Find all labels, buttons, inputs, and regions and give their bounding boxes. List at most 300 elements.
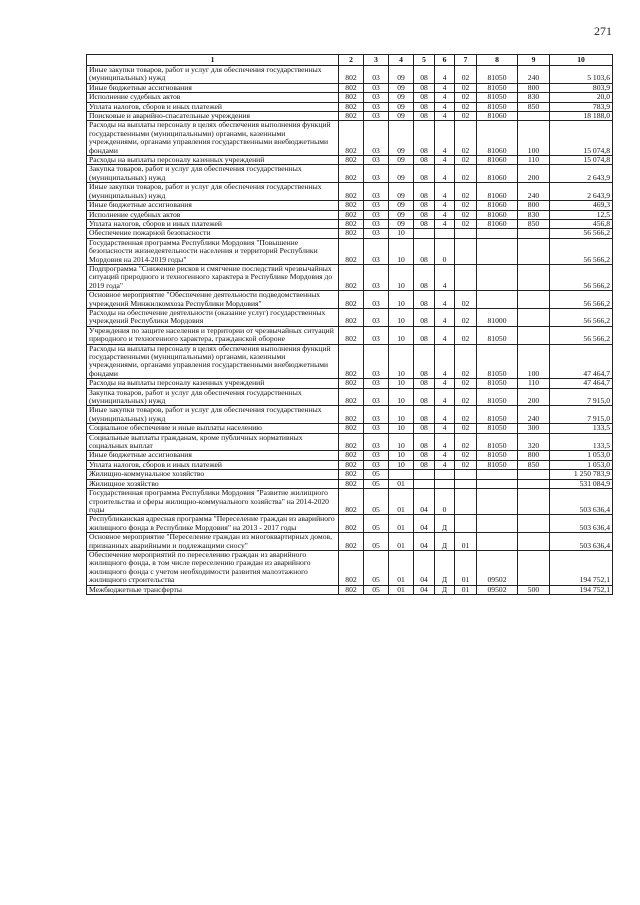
expense-name-cell: Иные закупки товаров, работ и услуг для обеспечения государственных (муниципальных) нужд xyxy=(87,66,339,84)
section-cell: 03 xyxy=(364,291,389,309)
program-cell: 08 xyxy=(414,93,435,102)
subsection-cell: 09 xyxy=(389,156,414,165)
expense-type-cell: 240 xyxy=(518,66,550,84)
expense-name-cell: Подпрограмма "Снижение рисков и смягчение последствий чрезвычайных ситуаций природного и техногенного характера в Республике Мордовия до 2019 года" xyxy=(87,264,339,290)
subsection-cell: 10 xyxy=(389,229,414,238)
activity-cell: 02 xyxy=(455,112,477,121)
direction-cell: 81050 xyxy=(477,433,518,451)
section-cell: 03 xyxy=(364,424,389,433)
subsection-cell: 01 xyxy=(389,489,414,515)
subprogram-cell: 4 xyxy=(435,326,455,344)
expense-name-cell: Исполнение судебных актов xyxy=(87,93,339,102)
amount-cell: 1 053,0 xyxy=(550,460,613,469)
subsection-cell: 09 xyxy=(389,121,414,156)
program-cell: 08 xyxy=(414,165,435,183)
subprogram-cell: 4 xyxy=(435,156,455,165)
direction-cell: 81060 xyxy=(477,183,518,201)
subsection-cell: 09 xyxy=(389,183,414,201)
expense-type-cell: 800 xyxy=(518,83,550,92)
subsection-cell: 10 xyxy=(389,424,414,433)
subsection-cell: 10 xyxy=(389,460,414,469)
expense-name-cell: Поисковые и аварийно-спасательные учреждения xyxy=(87,112,339,121)
subsection-cell: 10 xyxy=(389,388,414,406)
expense-name-cell: Расходы на выплаты персоналу в целях обеспечения выполнения функций государственными (муниципальными) органами, казенными учреждениями, органами управления государственными внебюджетными фондами xyxy=(87,344,339,379)
subsection-cell: 10 xyxy=(389,238,414,264)
section-cell: 03 xyxy=(364,406,389,424)
table-row xyxy=(87,102,613,111)
ministry-code-cell: 802 xyxy=(339,326,364,344)
subsection-cell: 10 xyxy=(389,406,414,424)
ministry-code-cell: 802 xyxy=(339,112,364,121)
column-header: 2 xyxy=(339,55,364,66)
direction-cell: 81050 xyxy=(477,326,518,344)
ministry-code-cell: 802 xyxy=(339,470,364,479)
subsection-cell: 01 xyxy=(389,550,414,585)
budget-table xyxy=(86,54,613,595)
expense-name-cell: Уплата налогов, сборов и иных платежей xyxy=(87,219,339,228)
amount-cell: 15 074,8 xyxy=(550,121,613,156)
subsection-cell: 10 xyxy=(389,344,414,379)
subprogram-cell: 4 xyxy=(435,451,455,460)
amount-cell: 803,9 xyxy=(550,83,613,92)
table-row xyxy=(87,344,613,379)
expense-type-cell: 830 xyxy=(518,210,550,219)
column-header: 3 xyxy=(364,55,389,66)
subprogram-cell: 4 xyxy=(435,83,455,92)
activity-cell: 02 xyxy=(455,83,477,92)
subprogram-cell: 4 xyxy=(435,291,455,309)
expense-type-cell xyxy=(518,326,550,344)
activity-cell: 02 xyxy=(455,344,477,379)
direction-cell: 81060 xyxy=(477,210,518,219)
amount-cell: 56 566,2 xyxy=(550,264,613,290)
activity-cell: 02 xyxy=(455,121,477,156)
subprogram-cell: 4 xyxy=(435,264,455,290)
expense-type-cell: 850 xyxy=(518,219,550,228)
expense-name-cell: Расходы на выплаты персоналу казенных учреждений xyxy=(87,379,339,388)
direction-cell: 81050 xyxy=(477,424,518,433)
expense-type-cell: 830 xyxy=(518,93,550,102)
program-cell: 08 xyxy=(414,112,435,121)
program-cell: 08 xyxy=(414,121,435,156)
activity-cell: 02 xyxy=(455,379,477,388)
expense-name-cell: Исполнение судебных актов xyxy=(87,210,339,219)
expense-name-cell: Иные бюджетные ассигнования xyxy=(87,201,339,210)
ministry-code-cell: 802 xyxy=(339,264,364,290)
expense-name-cell: Расходы на выплаты персоналу в целях обеспечения выполнения функций государственными (муниципальными) органами, казенными учреждениями, органами управления государственными внебюджетными фондами xyxy=(87,121,339,156)
table-row xyxy=(87,585,613,594)
expense-name-cell: Жилищно-коммунальное хозяйство xyxy=(87,470,339,479)
subsection-cell: 10 xyxy=(389,451,414,460)
program-cell: 08 xyxy=(414,344,435,379)
direction-cell xyxy=(477,229,518,238)
amount-cell: 56 566,2 xyxy=(550,308,613,326)
subprogram-cell xyxy=(435,470,455,479)
expense-type-cell: 100 xyxy=(518,344,550,379)
expense-type-cell xyxy=(518,479,550,488)
activity-cell: 02 xyxy=(455,102,477,111)
subprogram-cell: 4 xyxy=(435,460,455,469)
expense-type-cell: 300 xyxy=(518,424,550,433)
expense-name-cell: Социальные выплаты гражданам, кроме публичных нормативных социальных выплат xyxy=(87,433,339,451)
program-cell xyxy=(414,470,435,479)
expense-type-cell xyxy=(518,112,550,121)
expense-type-cell xyxy=(518,229,550,238)
expense-name-cell: Иные бюджетные ассигнования xyxy=(87,83,339,92)
direction-cell: 81060 xyxy=(477,201,518,210)
program-cell: 08 xyxy=(414,451,435,460)
expense-type-cell xyxy=(518,291,550,309)
ministry-code-cell: 802 xyxy=(339,219,364,228)
section-cell: 03 xyxy=(364,165,389,183)
column-header: 1 xyxy=(87,55,339,66)
activity-cell xyxy=(455,264,477,290)
section-cell: 03 xyxy=(364,229,389,238)
subprogram-cell xyxy=(435,479,455,488)
column-header: 7 xyxy=(455,55,477,66)
table-row xyxy=(87,83,613,92)
direction-cell: 81050 xyxy=(477,379,518,388)
ministry-code-cell: 802 xyxy=(339,379,364,388)
table-row xyxy=(87,201,613,210)
subprogram-cell: 0 xyxy=(435,238,455,264)
subprogram-cell: 4 xyxy=(435,424,455,433)
table-row xyxy=(87,533,613,551)
program-cell: 04 xyxy=(414,515,435,533)
activity-cell xyxy=(455,229,477,238)
section-cell: 05 xyxy=(364,470,389,479)
table-row xyxy=(87,451,613,460)
section-cell: 05 xyxy=(364,515,389,533)
ministry-code-cell: 802 xyxy=(339,210,364,219)
subprogram-cell: 4 xyxy=(435,201,455,210)
subprogram-cell: 4 xyxy=(435,121,455,156)
column-header: 9 xyxy=(518,55,550,66)
section-cell: 03 xyxy=(364,379,389,388)
amount-cell: 503 636,4 xyxy=(550,533,613,551)
ministry-code-cell: 802 xyxy=(339,229,364,238)
column-header: 10 xyxy=(550,55,613,66)
table-row xyxy=(87,460,613,469)
ministry-code-cell: 802 xyxy=(339,344,364,379)
direction-cell: 09502 xyxy=(477,550,518,585)
expense-type-cell xyxy=(518,470,550,479)
activity-cell: 02 xyxy=(455,326,477,344)
expense-type-cell: 200 xyxy=(518,165,550,183)
amount-cell: 133,5 xyxy=(550,424,613,433)
table-row xyxy=(87,406,613,424)
subsection-cell: 10 xyxy=(389,326,414,344)
expense-type-cell: 110 xyxy=(518,379,550,388)
section-cell: 03 xyxy=(364,308,389,326)
amount-cell: 15 074,8 xyxy=(550,156,613,165)
subsection-cell: 09 xyxy=(389,66,414,84)
direction-cell: 81060 xyxy=(477,219,518,228)
subprogram-cell: Д xyxy=(435,550,455,585)
subprogram-cell: 4 xyxy=(435,344,455,379)
direction-cell: 81060 xyxy=(477,121,518,156)
program-cell: 08 xyxy=(414,183,435,201)
subprogram-cell: Д xyxy=(435,515,455,533)
activity-cell xyxy=(455,489,477,515)
expense-name-cell: Обеспечение мероприятий по переселению граждан из аварийного жилищного фонда, в том числе переселению граждан из аварийного жилищного фонда с учетом необходимости развития малоэтажного жилищного строительства xyxy=(87,550,339,585)
activity-cell: 01 xyxy=(455,550,477,585)
amount-cell: 56 566,2 xyxy=(550,238,613,264)
direction-cell: 09502 xyxy=(477,585,518,594)
section-cell: 03 xyxy=(364,264,389,290)
subprogram-cell: 4 xyxy=(435,183,455,201)
subprogram-cell: 4 xyxy=(435,308,455,326)
activity-cell: 02 xyxy=(455,460,477,469)
expense-name-cell: Иные закупки товаров, работ и услуг для обеспечения государственных (муниципальных) нужд xyxy=(87,183,339,201)
section-cell: 03 xyxy=(364,201,389,210)
direction-cell xyxy=(477,264,518,290)
ministry-code-cell: 802 xyxy=(339,533,364,551)
expense-name-cell: Закупка товаров, работ и услуг для обеспечения государственных (муниципальных) нужд xyxy=(87,165,339,183)
table-row xyxy=(87,219,613,228)
table-row xyxy=(87,470,613,479)
expense-type-cell xyxy=(518,550,550,585)
activity-cell: 02 xyxy=(455,210,477,219)
table-row xyxy=(87,165,613,183)
ministry-code-cell: 802 xyxy=(339,585,364,594)
amount-cell: 2 643,9 xyxy=(550,165,613,183)
activity-cell: 01 xyxy=(455,585,477,594)
ministry-code-cell: 802 xyxy=(339,489,364,515)
subprogram-cell: Д xyxy=(435,533,455,551)
direction-cell: 81000 xyxy=(477,308,518,326)
section-cell: 03 xyxy=(364,210,389,219)
subsection-cell: 09 xyxy=(389,83,414,92)
ministry-code-cell: 802 xyxy=(339,238,364,264)
amount-cell: 56 566,2 xyxy=(550,291,613,309)
expense-name-cell: Расходы на обеспечение деятельности (оказание услуг) государственных учреждений Республики Мордовия xyxy=(87,308,339,326)
table-row xyxy=(87,515,613,533)
direction-cell: 81050 xyxy=(477,406,518,424)
subprogram-cell: 4 xyxy=(435,93,455,102)
section-cell: 05 xyxy=(364,479,389,488)
section-cell: 05 xyxy=(364,585,389,594)
activity-cell: 02 xyxy=(455,66,477,84)
ministry-code-cell: 802 xyxy=(339,66,364,84)
table-row xyxy=(87,210,613,219)
ministry-code-cell: 802 xyxy=(339,424,364,433)
program-cell xyxy=(414,229,435,238)
expense-type-cell: 800 xyxy=(518,451,550,460)
expense-type-cell: 850 xyxy=(518,102,550,111)
ministry-code-cell: 802 xyxy=(339,121,364,156)
subsection-cell: 10 xyxy=(389,433,414,451)
subsection-cell: 01 xyxy=(389,585,414,594)
program-cell: 04 xyxy=(414,533,435,551)
expense-name-cell: Обеспечение пожарной безопасности xyxy=(87,229,339,238)
subprogram-cell: Д xyxy=(435,585,455,594)
expense-type-cell xyxy=(518,264,550,290)
expense-name-cell: Жилищное хозяйство xyxy=(87,479,339,488)
section-cell: 03 xyxy=(364,156,389,165)
amount-cell: 1 250 783,9 xyxy=(550,470,613,479)
activity-cell: 02 xyxy=(455,308,477,326)
expense-name-cell: Государственная программа Республики Мордовия "Повышение безопасности жизнедеятельности населения и территорий Республики Мордовия на 2014-2019 годы" xyxy=(87,238,339,264)
section-cell: 03 xyxy=(364,121,389,156)
activity-cell: 02 xyxy=(455,201,477,210)
table-row xyxy=(87,238,613,264)
expense-name-cell: Межбюджетные трансферты xyxy=(87,585,339,594)
table-row xyxy=(87,489,613,515)
expense-type-cell: 800 xyxy=(518,201,550,210)
amount-cell: 503 636,4 xyxy=(550,489,613,515)
table-row xyxy=(87,112,613,121)
program-cell: 08 xyxy=(414,66,435,84)
program-cell: 08 xyxy=(414,460,435,469)
program-cell: 08 xyxy=(414,291,435,309)
subprogram-cell: 4 xyxy=(435,112,455,121)
activity-cell xyxy=(455,515,477,533)
direction-cell: 81050 xyxy=(477,83,518,92)
table-row xyxy=(87,156,613,165)
amount-cell: 531 084,9 xyxy=(550,479,613,488)
program-cell: 08 xyxy=(414,388,435,406)
subsection-cell: 09 xyxy=(389,219,414,228)
expense-type-cell xyxy=(518,238,550,264)
program-cell: 08 xyxy=(414,156,435,165)
expense-name-cell: Уплата налогов, сборов и иных платежей xyxy=(87,460,339,469)
program-cell xyxy=(414,479,435,488)
direction-cell: 81060 xyxy=(477,112,518,121)
column-header: 6 xyxy=(435,55,455,66)
ministry-code-cell: 802 xyxy=(339,406,364,424)
direction-cell xyxy=(477,479,518,488)
ministry-code-cell: 802 xyxy=(339,183,364,201)
expense-type-cell: 110 xyxy=(518,156,550,165)
expense-name-cell: Государственная программа Республики Мордовия "Развитие жилищного строительства и сферы жилищно-коммунального хозяйства" на 2014-2020 годы xyxy=(87,489,339,515)
amount-cell: 47 464,7 xyxy=(550,379,613,388)
amount-cell: 783,9 xyxy=(550,102,613,111)
table-row xyxy=(87,121,613,156)
expense-type-cell: 240 xyxy=(518,406,550,424)
amount-cell: 12,5 xyxy=(550,210,613,219)
amount-cell: 18 188,0 xyxy=(550,112,613,121)
activity-cell xyxy=(455,470,477,479)
ministry-code-cell: 802 xyxy=(339,201,364,210)
activity-cell: 02 xyxy=(455,424,477,433)
expense-type-cell: 100 xyxy=(518,121,550,156)
program-cell: 08 xyxy=(414,433,435,451)
expense-name-cell: Уплата налогов, сборов и иных платежей xyxy=(87,102,339,111)
subprogram-cell: 0 xyxy=(435,489,455,515)
table-row xyxy=(87,379,613,388)
amount-cell: 2 643,9 xyxy=(550,183,613,201)
expense-name-cell: Расходы на выплаты персоналу казенных учреждений xyxy=(87,156,339,165)
direction-cell: 81050 xyxy=(477,451,518,460)
expense-type-cell xyxy=(518,533,550,551)
table-row xyxy=(87,66,613,84)
subsection-cell: 10 xyxy=(389,379,414,388)
activity-cell: 02 xyxy=(455,165,477,183)
section-cell: 05 xyxy=(364,550,389,585)
amount-cell: 1 053,0 xyxy=(550,451,613,460)
program-cell: 04 xyxy=(414,489,435,515)
column-header: 4 xyxy=(389,55,414,66)
table-body xyxy=(87,66,613,595)
subsection-cell: 09 xyxy=(389,102,414,111)
activity-cell: 02 xyxy=(455,219,477,228)
table-row xyxy=(87,433,613,451)
direction-cell: 81050 xyxy=(477,66,518,84)
table-row xyxy=(87,264,613,290)
section-cell: 03 xyxy=(364,219,389,228)
section-cell: 03 xyxy=(364,451,389,460)
direction-cell: 81050 xyxy=(477,102,518,111)
amount-cell: 56 566,2 xyxy=(550,229,613,238)
ministry-code-cell: 802 xyxy=(339,479,364,488)
program-cell: 08 xyxy=(414,238,435,264)
subsection-cell: 01 xyxy=(389,479,414,488)
activity-cell: 02 xyxy=(455,451,477,460)
program-cell: 08 xyxy=(414,264,435,290)
section-cell: 03 xyxy=(364,93,389,102)
ministry-code-cell: 802 xyxy=(339,308,364,326)
subprogram-cell: 4 xyxy=(435,102,455,111)
expense-type-cell xyxy=(518,515,550,533)
program-cell: 08 xyxy=(414,102,435,111)
column-header: 8 xyxy=(477,55,518,66)
program-cell: 08 xyxy=(414,210,435,219)
expense-type-cell: 240 xyxy=(518,183,550,201)
subsection-cell: 10 xyxy=(389,291,414,309)
section-cell: 03 xyxy=(364,112,389,121)
amount-cell: 194 752,1 xyxy=(550,550,613,585)
subprogram-cell: 4 xyxy=(435,379,455,388)
program-cell: 04 xyxy=(414,550,435,585)
expense-type-cell: 320 xyxy=(518,433,550,451)
ministry-code-cell: 802 xyxy=(339,93,364,102)
ministry-code-cell: 802 xyxy=(339,550,364,585)
program-cell: 08 xyxy=(414,424,435,433)
activity-cell: 02 xyxy=(455,183,477,201)
direction-cell: 81060 xyxy=(477,156,518,165)
subsection-cell: 09 xyxy=(389,201,414,210)
subprogram-cell: 4 xyxy=(435,388,455,406)
subsection-cell: 01 xyxy=(389,515,414,533)
ministry-code-cell: 802 xyxy=(339,291,364,309)
subprogram-cell xyxy=(435,229,455,238)
expense-type-cell: 850 xyxy=(518,460,550,469)
subsection-cell: 10 xyxy=(389,308,414,326)
subsection-cell: 09 xyxy=(389,93,414,102)
subprogram-cell: 4 xyxy=(435,219,455,228)
expense-name-cell: Иные закупки товаров, работ и услуг для обеспечения государственных (муниципальных) нужд xyxy=(87,406,339,424)
program-cell: 08 xyxy=(414,379,435,388)
subsection-cell: 09 xyxy=(389,210,414,219)
table-row xyxy=(87,388,613,406)
section-cell: 03 xyxy=(364,388,389,406)
subsection-cell xyxy=(389,470,414,479)
activity-cell: 02 xyxy=(455,406,477,424)
subprogram-cell: 4 xyxy=(435,165,455,183)
activity-cell: 02 xyxy=(455,433,477,451)
expense-name-cell: Иные бюджетные ассигнования xyxy=(87,451,339,460)
ministry-code-cell: 802 xyxy=(339,388,364,406)
program-cell: 04 xyxy=(414,585,435,594)
table-row xyxy=(87,93,613,102)
ministry-code-cell: 802 xyxy=(339,156,364,165)
table-row xyxy=(87,291,613,309)
subsection-cell: 01 xyxy=(389,533,414,551)
activity-cell: 02 xyxy=(455,93,477,102)
program-cell: 08 xyxy=(414,219,435,228)
subsection-cell: 10 xyxy=(389,264,414,290)
